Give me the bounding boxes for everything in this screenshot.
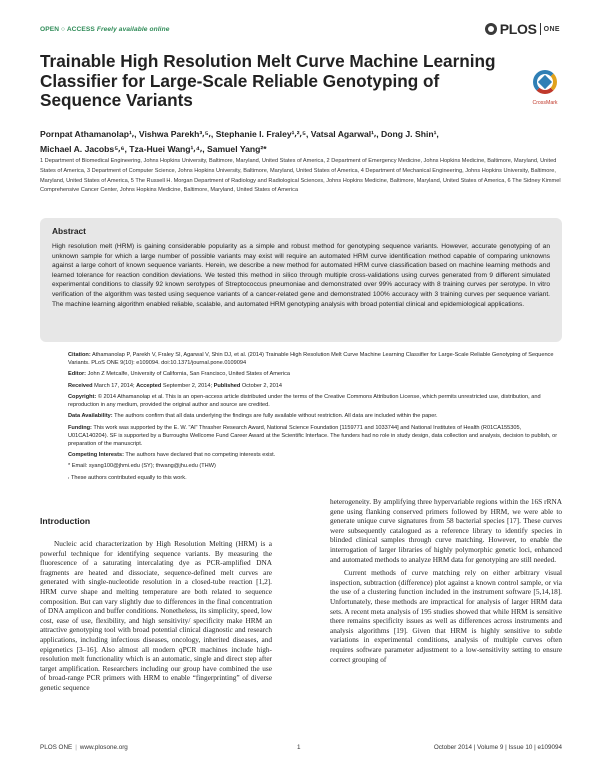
body-paragraph: Nucleic acid characterization by High Resolution Melting (HRM) is a powerful technique for identifying sequence variants. By measuring the fluorescence of a saturating intercalating dye as PCR-amplified DNA fragments are heated and dissociate, sequence-defined melt curves are generated with single-nucleotide resolution in a closed-tube reaction [1,2]. HRM curve shape and melting temperature are both related to sequence composition. But can vary slightly due to differences in the final concentration of DNA amplicon and buffer conditions. Nonetheless, its simplicity, speed, low cost, ease of use, flexibility, and high sensitivity/ specificity make HRM an attractive genotyping tool with broad potential clinical diagnostic and research applications, including infectious diseases, oncology, inherited diseases, and epigenetics [3–16]. Also almost all modern qPCR machines include high-resolution melt functionality which is an automatic, single and direct step after target amplification. Researchers including our group have combined the use of broad-range PCR primers with HRM to enable “fingerprinting” of diverse genetic sequence (40, 539, 272, 692)
introduction-heading: Introduction (40, 516, 91, 526)
abstract-box (40, 218, 562, 342)
equal-contribution-note: ⸴ These authors contributed equally to this work. (68, 474, 187, 481)
body-paragraph: Current methods of curve matching rely on either arbitrary visual inspection, subtraction (difference) plot against a known control sample, or via the use of a clustering function included in the instrument software [5,14,18]. Unfortunately, these methods are impractical for analysis of larger HRM data sets. A recent meta analysis of 195 studies showed that while HRM is sensitive there remains specificity issues as well as differences across instruments and analysis algorithms [19]. Given that HRM is highly sensitive to subtle variations in experimental conditions, analysis of multiple curves often requires software parameter adjustment to a low-sensitivity setting to ensure correct grouping of (330, 568, 562, 664)
plos-logo-icon (485, 23, 497, 35)
citation: Citation: Athamanolap P, Parekh V, Fraley SI, Agarwal V, Shin DJ, et al. (2014) Trainable High Resolution Melt Curve Machine Learning Classifier for Large-Scale Reliable Genotyping of Sequence Variants. PLoS ONE 9(10): e109094. doi:10.1371/journal.pone.0109094 (68, 352, 554, 366)
journal-url-link[interactable]: www.plosone.org (79, 744, 128, 751)
copyright: Copyright: © 2014 Athamanolap et al. This is an open-access article distributed under the terms of the Creative Commons Attribution License, which permits unrestricted use, distribution, and reproduction in any medium, provided the original author and source are credited. (68, 394, 541, 409)
author-line: Michael A. Jacobs⁵⸴⁶, Tza-Huei Wang¹⸴⁴⸴, Samuel Yang²* (40, 143, 267, 154)
affiliations: 1 Department of Biomedical Engineering, Johns Hopkins University, Baltimore, Maryland, United States of America, 2 Department of Emergency Medicine, Johns Hopkins Medicine, Baltimore, Maryland, United States of America, 3 Department of Computer Science, Johns Hopkins University, Baltimore, Maryland, United States of America, 4 Department of Mechanical Engineering, Johns Hopkins University, Baltimore, Maryland, United States of America, 5 The Russell H. Morgan Department of Radiology and Radiological Sciences, Johns Hopkins Medicine, Baltimore, Maryland, United States of America, 6 The Sidney Kimmel Comprehensive Cancer Center, Johns Hopkins Medicine, Baltimore, Maryland, United States of America (40, 158, 561, 194)
competing-interests: Competing Interests: The authors have declared that no competing interests exist. (68, 452, 276, 459)
abstract-heading: Abstract (52, 226, 86, 236)
plos-one-logo[interactable]: PLOS ONE (485, 20, 560, 38)
crossmark-badge[interactable]: CrossMark (527, 70, 563, 106)
editor: Editor: John Z Metcalfe, University of California, San Francisco, United States of America (68, 371, 290, 378)
article-metadata (68, 352, 562, 486)
abstract-text: High resolution melt (HRM) is gaining considerable popularity as a simple and robust method for genotyping sequence variants. However, accurate genotyping of an unknown sample for which a large number of possible variants may exist will require an automated HRM curve identification method capable of comparing unknowns against a large cohort of known sequence variants. Herein, we describe a new method for automated HRM curve classification based on machine learning methods and learned tolerance for reaction condition deviations. We tested this method in silico through multiple cross-validations using curves generated from 9 different simulated experimental conditions to classify 92 known serotypes of Streptococcus pneumoniae and demonstrated over 99% accuracy with 8 training curves per serotype. In vitro verification of the algorithm was tested using sequence variants of a cancer-related gene and demonstrated 100% accuracy with 3 training curves per sequence variant. The machine learning algorithm enabled reliable, scalable, and automated HRM genotyping analysis with broad potential clinical and epidemiological applications. (52, 243, 550, 308)
corresponding-email[interactable]: * Email: syang100@jhmi.edu (SY); thwang@jhu.edu (THW) (68, 463, 216, 470)
crossmark-icon (532, 70, 558, 98)
author-list (40, 127, 562, 156)
page-footer (40, 744, 562, 756)
data-availability: Data Availability: The authors confirm that all data underlying the findings are fully available without restriction. All data are included within the paper. (68, 413, 438, 420)
author-line: Pornpat Athamanolap¹⸴, Vishwa Parekh³⸴⁵⸴, Stephanie I. Fraley¹⸴²⸴⁵, Vatsal Agarwal¹⸴, Dong J. Shin¹, (40, 129, 439, 139)
footer-journal: PLOS ONE | www.plosone.org (40, 744, 128, 751)
article-title: Trainable High Resolution Melt Curve Machine Learning Classifier for Large-Scale Reliable Genotyping of Sequence Variants (40, 51, 496, 110)
journal-header (40, 21, 560, 40)
page-number: 1 (297, 744, 301, 751)
body-column-left (40, 539, 272, 693)
body-column-right (330, 497, 562, 664)
funding: Funding: This work was supported by the E. W. "Al" Thrasher Research Award, National Science Foundation [1159771 and 1033744] and National Institutes of Health (R01CA155305, U01CA140204). SF is supported by a Burroughs Wellcome Fund Career Award at the Scientific Interface. The funders had no role in study design, data collection and analysis, decision to publish, or preparation of the manuscript. (68, 424, 558, 447)
dates: Received March 17, 2014; Accepted September 2, 2014; Published October 2, 2014 (68, 382, 283, 389)
footer-issue: October 2014 | Volume 9 | Issue 10 | e109094 (433, 744, 562, 751)
body-paragraph: heterogeneity. By amplifying three hypervariable regions within the 16S rRNA gene using flanking conserved primers followed by HRM, we were able to generate unique curve signatures from 58 bacterial species [17]. These curves were subsequently catalogued as a reference library to identify species in blinded clinical samples through curve matching. However, to enable the interrogation of larger libraries of highly polymorphic genetic loci, enhanced and automated methods to analyze HRM data for genotyping are still needed. (330, 497, 562, 564)
open-access-lock-icon: ○ (61, 26, 66, 33)
open-access-label: OPEN ○ ACCESS Freely available online (40, 26, 170, 33)
